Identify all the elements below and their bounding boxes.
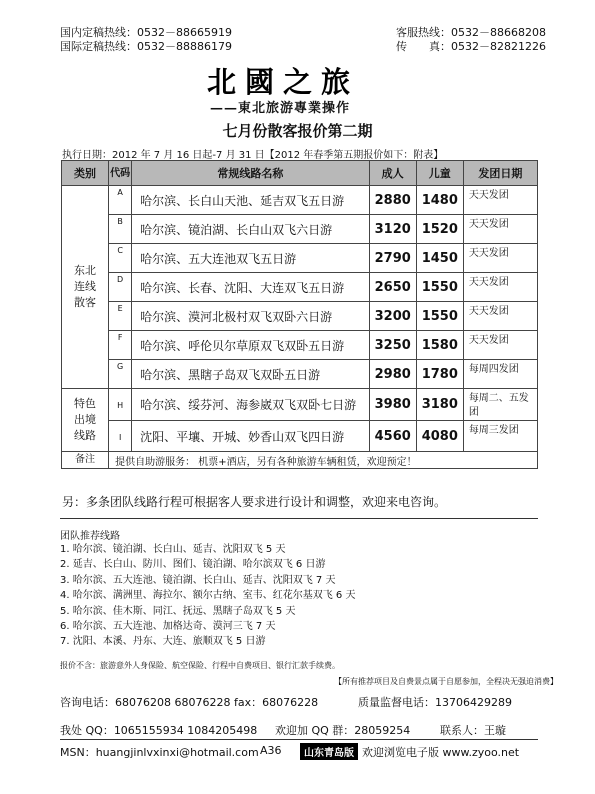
header-code: 代码 [109, 161, 132, 186]
route-code: I [109, 421, 132, 452]
table-row [62, 389, 538, 421]
fax-number: 传 真：0532－82821226 [396, 40, 546, 53]
child-price: 1480 [416, 186, 463, 215]
list-item: 6. 哈尔滨、五大连池、加格达奇、漠河三飞 7 天 [60, 621, 276, 633]
list-item: 3. 哈尔滨、五大连池、镜泊湖、长白山、延吉、沈阳双飞 7 天 [60, 574, 336, 586]
divider [60, 518, 538, 519]
brand-logo: 北國之旅 [206, 65, 359, 99]
departure-schedule: 天天发团 [463, 331, 537, 360]
list-item: 4. 哈尔滨、满洲里、海拉尔、额尔古纳、室韦、红花尔基双飞 6 天 [60, 590, 356, 602]
child-price: 1450 [416, 244, 463, 273]
departure-schedule: 每周三发团 [463, 421, 537, 452]
route-name: 哈尔滨、镜泊湖、长白山双飞六日游 [132, 215, 369, 244]
table-row [62, 331, 538, 360]
child-price: 1550 [416, 273, 463, 302]
route-code: E [109, 302, 132, 331]
service-hotline: 客服热线：0532－88668208 [396, 26, 546, 39]
route-name: 哈尔滨、五大连池双飞五日游 [132, 244, 369, 273]
table-row [62, 302, 538, 331]
table-row [62, 273, 538, 302]
exec-date: 执行日期：2012 年 7 月 16 日起-7 月 31 日【2012 年春季第五期报价如下：附表】 [62, 150, 444, 161]
departure-schedule: 天天发团 [463, 244, 537, 273]
child-price: 3180 [416, 389, 463, 421]
route-name: 哈尔滨、长春、沈阳、大连双飞五日游 [132, 273, 369, 302]
child-price: 1780 [416, 360, 463, 389]
route-name: 哈尔滨、长白山天池、延吉双飞五日游 [132, 186, 369, 215]
domestic-hotline: 国内定稿热线：0532－88665919 [60, 26, 232, 39]
list-item: 7. 沈阳、本溪、丹东、大连、旅顺双飞 5 日游 [60, 636, 266, 648]
table-row [62, 244, 538, 273]
departure-schedule: 天天发团 [463, 215, 537, 244]
departure-schedule: 天天发团 [463, 186, 537, 215]
route-name: 哈尔滨、黑瞎子岛双飞双卧五日游 [132, 360, 369, 389]
msn-email: MSN：huangjinlvxinxi@hotmail.com [60, 746, 259, 759]
route-name: 哈尔滨、呼伦贝尔草原双飞双卧五日游 [132, 331, 369, 360]
adult-price: 2980 [369, 360, 416, 389]
adult-price: 2790 [369, 244, 416, 273]
table-row [62, 421, 538, 452]
table-row [62, 186, 538, 215]
list-item: 2. 延吉、长白山、防川、图们、镜泊湖、哈尔滨双飞 6 日游 [60, 559, 326, 571]
route-name: 哈尔滨、绥芬河、海参崴双飞双卧七日游 [132, 389, 369, 421]
route-code: A [109, 186, 132, 215]
recommend-list [60, 542, 355, 650]
recommend-title: 团队推荐线路 [60, 531, 120, 542]
child-price: 1520 [416, 215, 463, 244]
header-route: 常规线路名称 [132, 161, 369, 186]
supervise-phone: 质量监督电话：13706429289 [358, 696, 512, 709]
route-code: C [109, 244, 132, 273]
departure-schedule: 每周二、五发团 [463, 389, 537, 421]
category-cell [62, 389, 109, 452]
international-hotline: 国际定稿热线：0532－88886179 [60, 40, 232, 53]
table-header-row [62, 161, 538, 186]
price-table [61, 160, 538, 469]
contact-person: 联系人：王璇 [440, 724, 506, 737]
list-item: 5. 哈尔滨、佳木斯、同江、抚远、黑瞎子岛双飞 5 天 [60, 605, 296, 617]
adult-price: 2650 [369, 273, 416, 302]
remark-row [62, 452, 538, 469]
note-text: 另：多条团队线路行程可根据客人要求进行设计和调整，欢迎来电咨询。 [62, 495, 447, 509]
adult-price: 4560 [369, 421, 416, 452]
category-cell [62, 186, 109, 389]
category-label: 特色出境线路 [74, 397, 97, 442]
departure-schedule: 天天发团 [463, 273, 537, 302]
route-code: B [109, 215, 132, 244]
route-code: G [109, 360, 132, 389]
page-title: 七月份散客报价第二期 [222, 122, 373, 140]
qq-group: 欢迎加 QQ 群：28059254 [275, 724, 411, 737]
header-child: 儿童 [416, 161, 463, 186]
qq-numbers: 我处 QQ：1065155934 1084205498 [60, 724, 258, 737]
header-category: 类别 [62, 161, 109, 186]
route-code: D [109, 273, 132, 302]
adult-price: 2880 [369, 186, 416, 215]
exclusions-note: 报价不含：旅游意外人身保险、航空保险、行程中自费项目、银行汇款手续费。 [60, 661, 340, 670]
route-code: H [109, 389, 132, 421]
voluntary-note: 【所有推荐项目及自费景点属于自愿参加，全程决无强迫消费】 [334, 677, 558, 686]
child-price: 1580 [416, 331, 463, 360]
divider [60, 739, 538, 740]
header-departure: 发团日期 [463, 161, 537, 186]
remark-label: 备注 [62, 452, 109, 469]
category-label: 东北连线散客 [74, 264, 97, 309]
brand-slogan: ——東北旅游專業操作 [210, 101, 351, 116]
adult-price: 3980 [369, 389, 416, 421]
website-text: 欢迎浏览电子版 www.zyoo.net [362, 746, 520, 759]
table-row [62, 360, 538, 389]
adult-price: 3120 [369, 215, 416, 244]
header-adult: 成人 [369, 161, 416, 186]
consult-phone: 咨询电话：68076208 68076228 fax：68076228 [60, 696, 319, 709]
departure-schedule: 每周四发团 [463, 360, 537, 389]
child-price: 1550 [416, 302, 463, 331]
page-number: A36 [260, 744, 282, 757]
adult-price: 3250 [369, 331, 416, 360]
list-item: 1. 哈尔滨、镜泊湖、长白山、延吉、沈阳双飞 5 天 [60, 544, 286, 555]
adult-price: 3200 [369, 302, 416, 331]
child-price: 4080 [416, 421, 463, 452]
route-name: 沈阳、平壤、开城、妙香山双飞四日游 [132, 421, 369, 452]
route-code: F [109, 331, 132, 360]
route-name: 哈尔滨、漠河北极村双飞双卧六日游 [132, 302, 369, 331]
remark-text: 提供自助游服务： 机票+酒店，另有各种旅游车辆租赁，欢迎预定！ [109, 452, 538, 469]
edition-badge: 山东青岛版 [300, 743, 358, 760]
table-row [62, 215, 538, 244]
departure-schedule: 天天发团 [463, 302, 537, 331]
